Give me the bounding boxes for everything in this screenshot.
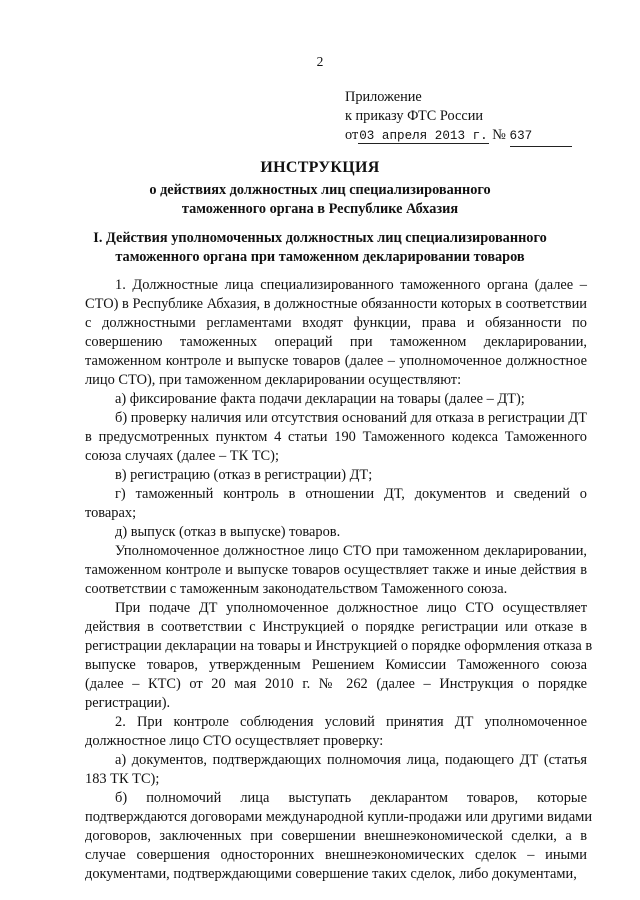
paragraph bbox=[85, 542, 587, 599]
paragraph-line: 2. При контроле соблюдения условий принятия ДТ уполномоченное bbox=[115, 714, 587, 730]
paragraph bbox=[85, 390, 587, 409]
paragraph-line: 1. Должностные лица специализированного таможенного органа (далее – bbox=[115, 277, 587, 293]
subtitle-line: о действиях должностных лиц специализированного bbox=[149, 182, 491, 198]
paragraph-line: документами, подтверждающими совершение таких сделок, либо документами, bbox=[85, 866, 577, 882]
paragraph-line: регистрации). bbox=[85, 695, 171, 711]
appendix-date-value: 03 апреля 2013 г. bbox=[359, 129, 488, 143]
appendix-order-ref: к приказу ФТС России bbox=[345, 108, 483, 124]
paragraph-line: таможенном контроле и выпуске товаров (далее – уполномоченное должностное bbox=[85, 353, 587, 369]
paragraph-line: союза случаях (далее – ТК ТС); bbox=[85, 448, 279, 464]
paragraph-line: выпуске товаров, утвержденным Решением Комиссии Таможенного союза bbox=[85, 657, 587, 673]
paragraph-line: а) фиксирование факта подачи декларации на товары (далее – ДТ); bbox=[115, 391, 525, 407]
paragraph-line: (далее – КТС) от 20 мая 2010 г. № 262 (далее – Инструкция о порядке bbox=[85, 676, 587, 692]
paragraph bbox=[85, 713, 587, 751]
page-number: 2 bbox=[316, 54, 324, 69]
section-heading bbox=[0, 229, 640, 267]
appendix-label: Приложение bbox=[345, 89, 422, 105]
paragraph bbox=[85, 409, 587, 466]
paragraph-line: При подаче ДТ уполномоченное должностное лицо СТО осуществляет bbox=[115, 600, 587, 616]
paragraph-line: б) полномочий лица выступать декларантом товаров, которые bbox=[115, 790, 587, 806]
paragraph-line: г) таможенный контроль в отношении ДТ, документов и сведений о bbox=[115, 486, 587, 502]
paragraph-line: 183 ТК ТС); bbox=[85, 771, 160, 787]
paragraph-line: а) документов, подтверждающих полномочия лица, подающего ДТ (статья bbox=[115, 752, 587, 768]
paragraph-line: лицо СТО), при таможенном декларировании осуществляют: bbox=[85, 372, 462, 388]
paragraph bbox=[85, 789, 593, 884]
paragraph-line: договоров, заключенных при совершении внешнеэкономической сделки, а в bbox=[85, 828, 587, 844]
paragraph-line: б) проверку наличия или отсутствия оснований для отказа в регистрации ДТ bbox=[115, 410, 587, 426]
paragraph-line: соответствии с таможенным законодательством Таможенного союза. bbox=[85, 581, 508, 597]
paragraph-line: товарах; bbox=[85, 505, 137, 521]
paragraph bbox=[85, 751, 587, 789]
document-title: ИНСТРУКЦИЯ bbox=[260, 159, 380, 176]
appendix-date-prefix: от bbox=[345, 127, 359, 143]
paragraph-line: таможенном контроле и выпуске товаров осуществляет также и иные действия в bbox=[85, 562, 587, 578]
paragraph bbox=[85, 523, 587, 542]
paragraph bbox=[85, 276, 587, 390]
appendix-date-line bbox=[345, 126, 615, 147]
paragraph-line: подтверждаются договорами международной купли-продажи или другими видами bbox=[85, 809, 593, 825]
document-body bbox=[85, 276, 593, 884]
paragraph-line: в) регистрацию (отказ в регистрации) ДТ; bbox=[115, 467, 373, 483]
paragraph bbox=[85, 466, 587, 485]
paragraph-line: с должностными регламентами входят функции, права и обязанности по bbox=[85, 315, 587, 331]
paragraph-line: регистрации декларации на товары и Инструкцией о порядке оформления отказа в bbox=[85, 638, 593, 654]
subtitle-line: таможенного органа в Республике Абхазия bbox=[181, 201, 459, 217]
paragraph-line: Уполномоченное должностное лицо СТО при таможенном декларировании, bbox=[115, 543, 587, 559]
section-heading-line: таможенного органа при таможенном декларировании товаров bbox=[115, 249, 525, 265]
paragraph-line: должностное лицо СТО осуществляет проверку: bbox=[85, 733, 384, 749]
appendix-block bbox=[345, 88, 615, 147]
paragraph-line: СТО) в Республике Абхазия, в должностные обязанности которых в соответствии bbox=[85, 296, 587, 312]
paragraph-line: действия в соответствии с Инструкцией о порядке регистрации или отказе в bbox=[85, 619, 587, 635]
paragraph-line: случае совершения односторонних внешнеэкономических сделок – иными bbox=[85, 847, 587, 863]
paragraph-line: совершению таможенных операций при таможенном декларировании, bbox=[85, 334, 587, 350]
document-subtitle bbox=[0, 181, 640, 219]
paragraph bbox=[85, 599, 593, 713]
paragraph-line: в предусмотренных пунктом 4 статьи 190 Таможенного кодекса Таможенного bbox=[85, 429, 587, 445]
appendix-number-prefix: № bbox=[492, 127, 506, 143]
paragraph bbox=[85, 485, 587, 523]
paragraph-line: д) выпуск (отказ в выпуске) товаров. bbox=[115, 524, 341, 540]
appendix-number-value: 637 bbox=[510, 127, 572, 147]
section-heading-line: I. Действия уполномоченных должностных лиц специализированного bbox=[93, 230, 547, 246]
